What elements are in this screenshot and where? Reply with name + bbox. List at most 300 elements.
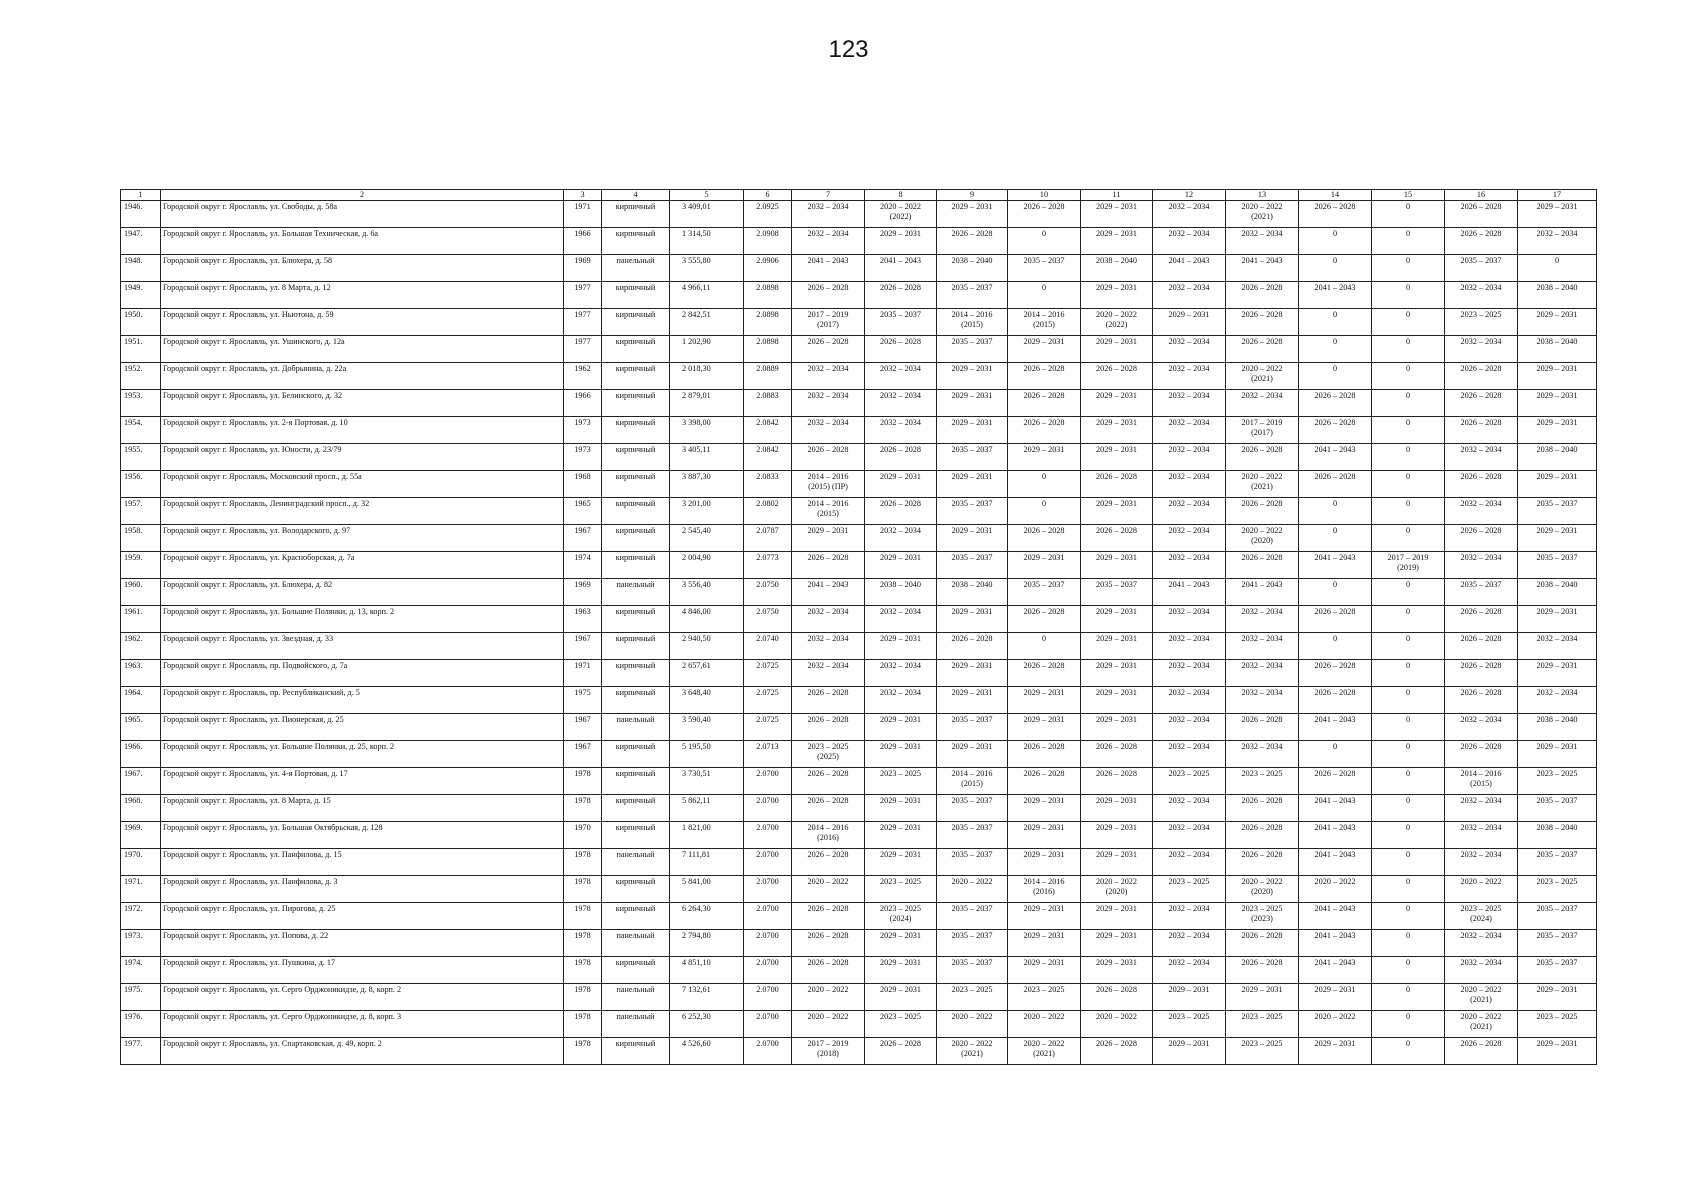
table-cell: 2026 – 2028 [1226, 930, 1299, 957]
table-cell: 1978 [564, 930, 602, 957]
table-cell: 1967 [564, 633, 602, 660]
table-cell: 3 555,80 [670, 255, 744, 282]
table-row [121, 228, 1597, 255]
table-cell: 2029 – 2031 [1081, 795, 1153, 822]
table-row [121, 471, 1597, 498]
table-cell: 1977 [564, 336, 602, 363]
table-cell: 1967 [564, 714, 602, 741]
table-cell: 2026 – 2028 [937, 228, 1008, 255]
table-row [121, 687, 1597, 714]
table-cell: 2023 – 2025 [1445, 309, 1518, 336]
table-cell: кирпичный [602, 822, 670, 849]
table-cell: 2035 – 2037 [1445, 579, 1518, 606]
table-cell: 2020 – 2022 [792, 1011, 865, 1038]
table-cell: 2041 – 2043 [1299, 930, 1372, 957]
table-cell: 1977 [564, 282, 602, 309]
table-row [121, 1011, 1597, 1038]
table-cell: 2026 – 2028 [792, 282, 865, 309]
table-cell: 0 [1299, 228, 1372, 255]
table-cell: 1976. [121, 1011, 161, 1038]
table-cell: 0 [1299, 309, 1372, 336]
table-cell: 2035 – 2037 [937, 849, 1008, 876]
table-row [121, 417, 1597, 444]
table-cell: 1978 [564, 795, 602, 822]
table-cell: 2038 – 2040 [865, 579, 937, 606]
table-cell: 1969 [564, 255, 602, 282]
table-cell: 2026 – 2028 [1008, 201, 1081, 228]
table-cell: 2.0802 [744, 498, 792, 525]
table-cell: 2 794,80 [670, 930, 744, 957]
column-header: 8 [865, 190, 937, 201]
table-cell: 2026 – 2028 [865, 444, 937, 471]
table-cell: 2029 – 2031 [1008, 903, 1081, 930]
column-header: 3 [564, 190, 602, 201]
table-cell: 2023 – 2025 [865, 768, 937, 795]
table-cell: 0 [1372, 471, 1445, 498]
table-cell: 2020 – 2022 (2022) [1081, 309, 1153, 336]
table-cell: 2026 – 2028 [1008, 660, 1081, 687]
table-cell: 0 [1372, 957, 1445, 984]
table-cell: 2041 – 2043 [792, 579, 865, 606]
table-cell: 2023 – 2025 [1226, 768, 1299, 795]
table-cell: 2026 – 2028 [865, 1038, 937, 1065]
table-cell: 2029 – 2031 [937, 660, 1008, 687]
table-cell: 2032 – 2034 [792, 660, 865, 687]
table-cell: 0 [1299, 525, 1372, 552]
table-cell: 0 [1299, 363, 1372, 390]
table-cell: 2 004,90 [670, 552, 744, 579]
table-cell: 2026 – 2028 [1008, 363, 1081, 390]
table-cell: 2035 – 2037 [937, 552, 1008, 579]
table-cell: 2020 – 2022 (2020) [1226, 525, 1299, 552]
table-cell: 1978 [564, 984, 602, 1011]
table-cell: 2029 – 2031 [937, 741, 1008, 768]
table-cell: 1967. [121, 768, 161, 795]
table-cell: 0 [1008, 471, 1081, 498]
table-cell: 1965. [121, 714, 161, 741]
table-cell: 2026 – 2028 [1226, 714, 1299, 741]
table-cell: 2038 – 2040 [937, 255, 1008, 282]
table-cell: 2029 – 2031 [1518, 525, 1597, 552]
table-cell: 2029 – 2031 [865, 552, 937, 579]
table-row [121, 498, 1597, 525]
table-cell: 1978 [564, 768, 602, 795]
table-cell: 1950. [121, 309, 161, 336]
table-cell: 0 [1372, 633, 1445, 660]
table-cell: 2026 – 2028 [1008, 606, 1081, 633]
table-cell: 2029 – 2031 [1081, 822, 1153, 849]
table-cell: 1963 [564, 606, 602, 633]
table-cell: 2035 – 2037 [1518, 957, 1597, 984]
table-cell: 1951. [121, 336, 161, 363]
table-cell: 2026 – 2028 [1008, 525, 1081, 552]
table-cell: 2029 – 2031 [1518, 660, 1597, 687]
table-cell: 0 [1372, 795, 1445, 822]
table-cell: 2 018,30 [670, 363, 744, 390]
table-cell: 3 590,40 [670, 714, 744, 741]
table-cell: 1 821,00 [670, 822, 744, 849]
table-cell: 2029 – 2031 [1518, 201, 1597, 228]
column-header: 1 [121, 190, 161, 201]
table-cell: 2032 – 2034 [1153, 633, 1226, 660]
table-cell: 2026 – 2028 [1226, 282, 1299, 309]
table-cell: кирпичный [602, 417, 670, 444]
table-cell: 2023 – 2025 (2024) [1445, 903, 1518, 930]
table-cell: кирпичный [602, 606, 670, 633]
table-cell: 2023 – 2025 [1518, 768, 1597, 795]
table-cell: 2026 – 2028 [792, 930, 865, 957]
table-cell: 2026 – 2028 [1299, 390, 1372, 417]
table-cell: 2.0700 [744, 768, 792, 795]
table-cell: 1948. [121, 255, 161, 282]
table-cell: Городской округ г. Ярославль, ул. Пирогова, д. 25 [161, 903, 564, 930]
table-cell: 2029 – 2031 [1081, 201, 1153, 228]
table-cell: 2035 – 2037 [865, 309, 937, 336]
table-cell: Городской округ г. Ярославль, ул. Большая Октябрьская, д. 128 [161, 822, 564, 849]
table-cell: 2038 – 2040 [1081, 255, 1153, 282]
table-cell: 2026 – 2028 [1081, 984, 1153, 1011]
table-cell: 2029 – 2031 [1081, 498, 1153, 525]
table-cell: 2026 – 2028 [1226, 957, 1299, 984]
table-cell: Городской округ г. Ярославль, ул. Серго Орджоникидзе, д. 8, корп. 3 [161, 1011, 564, 1038]
table-cell: 1961. [121, 606, 161, 633]
table-row [121, 876, 1597, 903]
table-cell: 2.0713 [744, 741, 792, 768]
table-cell: 1975 [564, 687, 602, 714]
table-cell: кирпичный [602, 795, 670, 822]
table-cell: Городской округ г. Ярославль, ул. Большая Техническая, д. 6а [161, 228, 564, 255]
table-cell: Городской округ г. Ярославль, ул. 8 Марта, д. 12 [161, 282, 564, 309]
table-cell: 2029 – 2031 [1008, 687, 1081, 714]
table-cell: 0 [1372, 336, 1445, 363]
table-cell: 0 [1372, 903, 1445, 930]
table-row [121, 768, 1597, 795]
table-cell: 1970 [564, 822, 602, 849]
table-cell: 2035 – 2037 [1081, 579, 1153, 606]
table-cell: 2032 – 2034 [1153, 741, 1226, 768]
table-cell: 2026 – 2028 [792, 903, 865, 930]
table-cell: 2.0898 [744, 309, 792, 336]
table-cell: Городской округ г. Ярославль, Московский просп., д. 55а [161, 471, 564, 498]
table-cell: Городской округ г. Ярославль, ул. Попова, д. 22 [161, 930, 564, 957]
table-cell: 2032 – 2034 [1153, 903, 1226, 930]
table-cell: 1969. [121, 822, 161, 849]
table-row [121, 741, 1597, 768]
table-cell: 0 [1372, 876, 1445, 903]
table-cell: 2029 – 2031 [1081, 660, 1153, 687]
table-cell: кирпичный [602, 552, 670, 579]
table-cell: 1972. [121, 903, 161, 930]
table-row [121, 282, 1597, 309]
table-cell: 2.0750 [744, 579, 792, 606]
table-cell: 2032 – 2034 [865, 606, 937, 633]
table-cell: 2029 – 2031 [1081, 282, 1153, 309]
table-cell: 0 [1372, 930, 1445, 957]
table-cell: 1964. [121, 687, 161, 714]
table-cell: 0 [1372, 255, 1445, 282]
table-cell: 2032 – 2034 [1445, 552, 1518, 579]
table-cell: 2020 – 2022 (2022) [865, 201, 937, 228]
table-cell: 2035 – 2037 [937, 822, 1008, 849]
table-cell: 2032 – 2034 [1445, 714, 1518, 741]
table-cell: 2038 – 2040 [1518, 579, 1597, 606]
table-cell: 2032 – 2034 [865, 363, 937, 390]
table-cell: 3 556,40 [670, 579, 744, 606]
table-cell: 2032 – 2034 [1153, 687, 1226, 714]
table-cell: 2023 – 2025 [1226, 1038, 1299, 1065]
table-cell: 2.0700 [744, 795, 792, 822]
table-cell: 1969 [564, 579, 602, 606]
table-cell: 1974 [564, 552, 602, 579]
table-cell: 2041 – 2043 [1299, 444, 1372, 471]
table-cell: 1967 [564, 741, 602, 768]
table-cell: 2026 – 2028 [865, 498, 937, 525]
table-cell: 2.0725 [744, 714, 792, 741]
table-cell: 0 [1372, 714, 1445, 741]
column-header: 5 [670, 190, 744, 201]
table-cell: 2014 – 2016 (2015) (ПР) [792, 471, 865, 498]
table-cell: 1968 [564, 471, 602, 498]
table-cell: 2026 – 2028 [792, 714, 865, 741]
table-cell: 2026 – 2028 [1445, 417, 1518, 444]
table-cell: 3 648,40 [670, 687, 744, 714]
table-cell: 2029 – 2031 [937, 606, 1008, 633]
table-cell: Городской округ г. Ярославль, ул. Большие Полянки, д. 13, корп. 2 [161, 606, 564, 633]
table-cell: 2029 – 2031 [1153, 309, 1226, 336]
table-cell: 2026 – 2028 [792, 444, 865, 471]
table-cell: 2041 – 2043 [1226, 579, 1299, 606]
table-cell: 0 [1372, 741, 1445, 768]
table-cell: 2032 – 2034 [792, 606, 865, 633]
table-cell: 1962. [121, 633, 161, 660]
table-cell: Городской округ г. Ярославль, пр. Республиканский, д. 5 [161, 687, 564, 714]
table-cell: 1978 [564, 849, 602, 876]
table-cell: 2041 – 2043 [1299, 282, 1372, 309]
table-cell: 2032 – 2034 [1153, 606, 1226, 633]
table-cell: 2026 – 2028 [1226, 309, 1299, 336]
table-cell: 2032 – 2034 [1153, 822, 1226, 849]
table-cell: 2026 – 2028 [1299, 687, 1372, 714]
table-cell: 2020 – 2022 [1081, 1011, 1153, 1038]
table-cell: 2.0889 [744, 363, 792, 390]
table-cell: 2038 – 2040 [937, 579, 1008, 606]
table-cell: 2032 – 2034 [1445, 282, 1518, 309]
table-cell: 2029 – 2031 [865, 471, 937, 498]
housing-repair-table [120, 189, 1597, 1065]
table-cell: 2029 – 2031 [937, 417, 1008, 444]
table-cell: Городской округ г. Ярославль, ул. Блюхера, д. 58 [161, 255, 564, 282]
table-cell: 2029 – 2031 [1081, 930, 1153, 957]
table-cell: 1977 [564, 309, 602, 336]
table-cell: 5 195,50 [670, 741, 744, 768]
table-cell: 2032 – 2034 [1153, 390, 1226, 417]
table-cell: кирпичный [602, 282, 670, 309]
table-cell: 2041 – 2043 [1299, 903, 1372, 930]
table-cell: 2032 – 2034 [1445, 336, 1518, 363]
table-cell: 2026 – 2028 [1081, 363, 1153, 390]
table-cell: Городской округ г. Ярославль, ул. 8 Марта, д. 15 [161, 795, 564, 822]
table-cell: 2029 – 2031 [1226, 984, 1299, 1011]
table-cell: 2026 – 2028 [1299, 471, 1372, 498]
table-cell: Городской округ г. Ярославль, ул. Свободы, д. 58а [161, 201, 564, 228]
table-cell: 2029 – 2031 [1153, 984, 1226, 1011]
table-cell: 0 [1299, 579, 1372, 606]
table-cell: 2032 – 2034 [1153, 444, 1226, 471]
table-cell: 2026 – 2028 [1445, 228, 1518, 255]
table-cell: 2026 – 2028 [1445, 390, 1518, 417]
table-cell: 2017 – 2019 (2017) [1226, 417, 1299, 444]
table-cell: 1973. [121, 930, 161, 957]
table-cell: 0 [1372, 579, 1445, 606]
table-cell: 2041 – 2043 [865, 255, 937, 282]
table-cell: 2038 – 2040 [1518, 282, 1597, 309]
table-cell: 2035 – 2037 [1518, 498, 1597, 525]
table-cell: 2029 – 2031 [1081, 336, 1153, 363]
table-cell: 2029 – 2031 [1518, 309, 1597, 336]
table-cell: 2.0750 [744, 606, 792, 633]
table-cell: 2020 – 2022 [792, 876, 865, 903]
table-cell: 3 398,00 [670, 417, 744, 444]
table-cell: 2026 – 2028 [1299, 660, 1372, 687]
table-cell: Городской округ г. Ярославль, пр. Подвойского, д. 7а [161, 660, 564, 687]
table-cell: 2026 – 2028 [792, 849, 865, 876]
table-cell: Городской округ г. Ярославль, ул. 4-я Портовая, д. 17 [161, 768, 564, 795]
table-cell: 2032 – 2034 [1153, 795, 1226, 822]
table-cell: 2038 – 2040 [1518, 822, 1597, 849]
table-cell: 2023 – 2025 [1518, 876, 1597, 903]
table-cell: 2035 – 2037 [937, 498, 1008, 525]
table-cell: 2 842,51 [670, 309, 744, 336]
table-cell: 2032 – 2034 [1153, 336, 1226, 363]
table-cell: 2032 – 2034 [1226, 228, 1299, 255]
table-cell: 2029 – 2031 [1518, 1038, 1597, 1065]
table-cell: 1954. [121, 417, 161, 444]
table-cell: 0 [1372, 390, 1445, 417]
table-cell: 2020 – 2022 (2020) [1081, 876, 1153, 903]
table-cell: 2014 – 2016 (2015) [792, 498, 865, 525]
table-cell: 2026 – 2028 [1445, 633, 1518, 660]
table-cell: 2.0700 [744, 957, 792, 984]
table-cell: 0 [1372, 525, 1445, 552]
table-cell: 2035 – 2037 [937, 714, 1008, 741]
table-cell: 2032 – 2034 [1153, 552, 1226, 579]
table-cell: 2035 – 2037 [1518, 795, 1597, 822]
table-cell: 0 [1299, 633, 1372, 660]
table-cell: 2029 – 2031 [1518, 390, 1597, 417]
table-cell: 2032 – 2034 [1153, 849, 1226, 876]
table-row [121, 201, 1597, 228]
table-cell: 2023 – 2025 [1518, 1011, 1597, 1038]
table-cell: 2.0700 [744, 1038, 792, 1065]
table-cell: 0 [1372, 309, 1445, 336]
table-cell: 2026 – 2028 [1445, 606, 1518, 633]
table-cell: 1959. [121, 552, 161, 579]
table-cell: 1973 [564, 417, 602, 444]
table-cell: 1955. [121, 444, 161, 471]
table-cell: 2029 – 2031 [1518, 363, 1597, 390]
table-cell: 0 [1372, 1038, 1445, 1065]
table-cell: 2026 – 2028 [1299, 201, 1372, 228]
table-cell: 2029 – 2031 [1008, 795, 1081, 822]
table-cell: 2029 – 2031 [1518, 984, 1597, 1011]
table-cell: 0 [1299, 255, 1372, 282]
table-cell: панельный [602, 714, 670, 741]
table-cell: Городской округ г. Ярославль, ул. Красноборская, д. 7а [161, 552, 564, 579]
table-cell: 1958. [121, 525, 161, 552]
table-cell: Городской округ г. Ярославль, ул. Белинского, д. 32 [161, 390, 564, 417]
table-cell: 2.0842 [744, 417, 792, 444]
table-cell: Городской округ г. Ярославль, Ленинградский просп., д. 32 [161, 498, 564, 525]
table-cell: 2029 – 2031 [1008, 822, 1081, 849]
table-cell: 2029 – 2031 [1008, 444, 1081, 471]
table-cell: 2032 – 2034 [865, 390, 937, 417]
table-cell: 2026 – 2028 [1226, 849, 1299, 876]
table-cell: 2020 – 2022 (2021) [1226, 471, 1299, 498]
table-cell: 2.0898 [744, 282, 792, 309]
table-cell: 2026 – 2028 [792, 687, 865, 714]
table-cell: 7 111,81 [670, 849, 744, 876]
table-cell: 2026 – 2028 [1081, 525, 1153, 552]
table-cell: 2029 – 2031 [1299, 984, 1372, 1011]
table-row [121, 633, 1597, 660]
table-cell: 2026 – 2028 [1445, 363, 1518, 390]
table-row [121, 795, 1597, 822]
table-cell: 0 [1299, 336, 1372, 363]
table-cell: 2032 – 2034 [865, 687, 937, 714]
table-cell: 1978 [564, 1011, 602, 1038]
table-cell: 2017 – 2019 (2017) [792, 309, 865, 336]
table-cell: 2023 – 2025 (2024) [865, 903, 937, 930]
table-cell: 2026 – 2028 [792, 768, 865, 795]
table-cell: 0 [1372, 228, 1445, 255]
table-cell: 1978 [564, 903, 602, 930]
table-cell: 1967 [564, 525, 602, 552]
table-cell: 2023 – 2025 (2025) [792, 741, 865, 768]
column-header: 11 [1081, 190, 1153, 201]
table-cell: 2041 – 2043 [1226, 255, 1299, 282]
table-cell: 2020 – 2022 [937, 1011, 1008, 1038]
table-cell: 2023 – 2025 [865, 1011, 937, 1038]
table-row [121, 579, 1597, 606]
table-cell: Городской округ г. Ярославль, ул. Звездная, д. 33 [161, 633, 564, 660]
table-cell: 2026 – 2028 [792, 795, 865, 822]
table-cell: 2029 – 2031 [1081, 957, 1153, 984]
table-cell: 2032 – 2034 [1518, 633, 1597, 660]
table-cell: 2026 – 2028 [1445, 471, 1518, 498]
table-cell: 2023 – 2025 [937, 984, 1008, 1011]
table-row [121, 552, 1597, 579]
table-cell: 2032 – 2034 [1226, 390, 1299, 417]
table-cell: 0 [1372, 984, 1445, 1011]
table-cell: 2026 – 2028 [1445, 525, 1518, 552]
table-cell: 2032 – 2034 [1153, 660, 1226, 687]
table-cell: 2032 – 2034 [1445, 498, 1518, 525]
table-cell: 2032 – 2034 [1153, 498, 1226, 525]
table-cell: 2035 – 2037 [937, 930, 1008, 957]
table-cell: 2029 – 2031 [1518, 471, 1597, 498]
table-cell: 2032 – 2034 [1153, 714, 1226, 741]
table-cell: 2026 – 2028 [1081, 1038, 1153, 1065]
table-cell: Городской округ г. Ярославль, ул. Большие Полянки, д. 25, корп. 2 [161, 741, 564, 768]
table-cell: 2032 – 2034 [1226, 687, 1299, 714]
column-header: 9 [937, 190, 1008, 201]
table-cell: 2 545,40 [670, 525, 744, 552]
table-cell: 1949. [121, 282, 161, 309]
table-cell: 2035 – 2037 [1518, 903, 1597, 930]
table-cell: 3 730,51 [670, 768, 744, 795]
table-cell: 2026 – 2028 [1445, 1038, 1518, 1065]
table-cell: 2029 – 2031 [1008, 957, 1081, 984]
